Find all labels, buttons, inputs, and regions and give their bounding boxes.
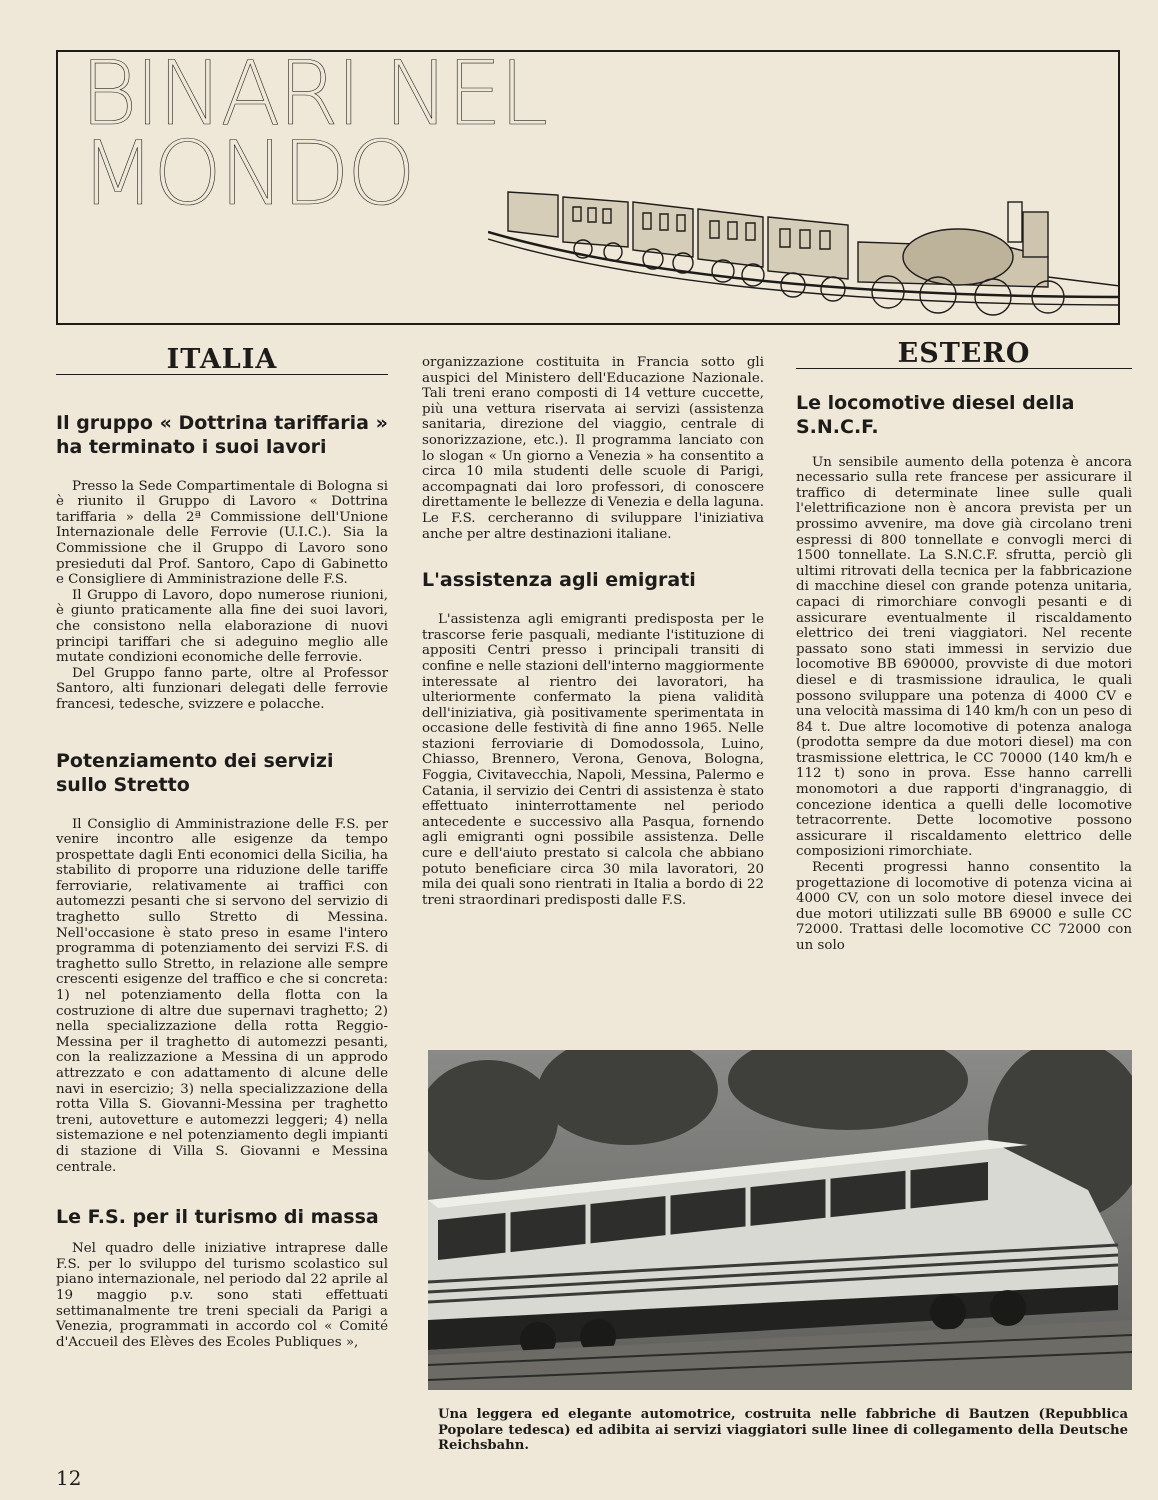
article-body-emigrati (422, 612, 764, 908)
masthead-box (56, 50, 1120, 325)
paragraph: Del Gruppo fanno parte, oltre al Professor Santoro, alti funzionari delegati delle ferrovie francesi, tedesche, svizzere e polacche. (56, 665, 388, 712)
middle-column (422, 355, 764, 908)
article-title-stretto: Potenziamento dei servizi sullo Stretto (56, 749, 334, 796)
estero-column (796, 338, 1132, 954)
article-body-dottrina (56, 479, 388, 713)
article-title-turismo: Le F.S. per il turismo di massa (56, 1206, 379, 1229)
article-body-sncf (796, 455, 1132, 954)
continuation-paragraph: organizzazione costituita in Francia sotto gli auspici del Ministero dell'Educazione Nazionale. Tali treni erano composti di 14 vetture cuccette, più una vettura riservata ai servizi (assistenza sanitaria, direzione del viaggio, centrale di sonorizzazione, etc.). Il programma lanciato con lo slogan « Un giorno a Venezia » ha consentito a circa 10 mila studenti delle scuole di Parigi, accompagnati dai loro professori, di conoscere direttamente le bellezze di Venezia e della laguna. Le F.S. cercheranno di sviluppare l'iniziativa anche per altre destinazioni italiane. (422, 355, 764, 542)
paragraph: Il Gruppo di Lavoro, dopo numerose riunioni, è giunto praticamente alla fine dei suoi lavori, che consistono nella elaborazione di nuovi principi tariffari che si adeguino meglio alle mutate condizioni economiche delle ferrovie. (56, 587, 388, 666)
paragraph: L'assistenza agli emigranti predisposta per le trascorse ferie pasquali, mediante l'istituzione di appositi Centri presso i principali transiti di confine e nelle stazioni dell'interno maggiormente interessate al rientro dei lavoratori, ha ulteriormente confermato la piena validità dell'iniziativa, già positivamente sperimentata in occasione delle festività di fine anno 1965. Nelle stazioni ferroviarie di Domodossola, Luino, Chiasso, Brennero, Verona, Genova, Bologna, Foggia, Civitavecchia, Napoli, Messina, Palermo e Catania, il servizio dei Centri di assistenza è stato effettuato ininterrottamente nel periodo antecedente e successivo alla Pasqua, fornendo agli emigranti ogni possibile assistenza. Delle cure e dell'aiuto prestato si calcola che abbiano potuto beneficiare circa 30 mila lavoratori, 20 mila dei quali sono rientrati in Italia a bordo di 22 treni straordinari predisposti dalle F.S. (422, 612, 764, 908)
section-title-estero: ESTERO (796, 346, 1132, 369)
photo-caption: Una leggera ed elegante automotrice, costruita nelle fabbriche di Bautzen (Repubblica Popolare tedesca) ed adibita ai servizi viaggiatori sulle linee di collegamento della Deutsche Reichsbahn. (438, 1407, 1128, 1453)
paragraph: Il Consiglio di Amministrazione delle F.S. per venire incontro alle esigenze da tempo prospettate dagli Enti economici della Sicilia, ha stabilito di proporre una riduzione delle tariffe ferroviarie, relativamente ai traffici con automezzi pesanti che si servono del servizio di traghetto sullo Stretto di Messina. Nell'occasione è stato preso in esame l'intero programma di potenziamento dei servizi F.S. di traghetto sullo Stretto, in relazione alle sempre crescenti esigenze del traffico e che si concreta: 1) nel potenziamento della flotta con la costruzione di altre due supernavi traghetto; 2) nella specializzazione della rotta Reggio-Messina per il traghetto di automezzi pesanti, con la realizzazione a Messina di un approdo attrezzato e con adattamento di alcune delle navi in esercizio; 3) nella specializzazione della rotta Villa S. Giovanni-Messina per traghetto treni, autovetture e automezzi leggeri; 4) nella sistemazione e nel potenziamento degli impianti di stazione di Villa S. Giovanni e Messina centrale. (56, 816, 388, 1175)
paragraph: Un sensibile aumento della potenza è ancora necessario sulla rete francese per assicurare il traffico di determinate linee sulle quali l'elettrificazione non è ancora prevista per un prossimo avvenire, ma dove già circolano treni espressi di 800 tonnellate e convogli merci di 1500 tonnellate. La S.N.C.F. sfrutta, perciò gli ultimi ritrovati della tecnica per la fabbricazione di macchine diesel con grande potenza unitaria, capaci di rimorchiare convogli pesanti e di assicurare eventualmente il riscaldamento elettrico dei treni viaggiatori. Nel recente passato sono stati immessi in servizio due locomotive BB 690000, provviste di due motori diesel e di trasmissione idraulica, le quali possono sviluppare una potenza di 4000 CV e una velocità massima di 140 km/h con un peso di 84 t. Due altre locomotive di potenza analoga (prodotta sempre da due motori diesel) ma con trasmissione elettrica, le CC 70000 (140 km/h e 112 t) sono in prova. Esse hanno carrelli monomotori a due rapporti d'ingranaggio, di concezione identica a quelli delle locomotive tetracorrente. Dette locomotive possono assicurare il riscaldamento elettrico delle composizioni rimorchiate. (796, 454, 1132, 860)
masthead-line-1: BINARI NEL (80, 50, 546, 145)
page-number: 12 (56, 1466, 82, 1490)
masthead-title (80, 50, 546, 225)
article-title-dottrina: Il gruppo « Dottrina tariffaria » ha terminato i suoi lavori (56, 411, 388, 458)
article-body-turismo (56, 1241, 388, 1350)
railcar-photo-icon (428, 1050, 1132, 1390)
section-title-italia: ITALIA (56, 352, 388, 375)
paragraph: Nel quadro delle iniziative intraprese dalle F.S. per lo sviluppo del turismo scolastico sul piano internazionale, nel periodo dal 22 aprile al 19 maggio p.v. sono stati effettuati settimanalmente tre treni speciali da Parigi a Venezia, programmati in accordo col « Comité d'Accueil des Elèves des Ecoles Publiques », (56, 1241, 388, 1350)
italia-column (56, 344, 388, 1350)
article-body-stretto (56, 817, 388, 1176)
masthead-line-2: MONDO (80, 122, 414, 225)
paragraph: Presso la Sede Compartimentale di Bologna si è riunito il Gruppo di Lavoro « Dottrina tariffaria » della 2ª Commissione dell'Unione Internazionale delle Ferrovie (U.I.C.). Sia la Commissione che il Gruppo di Lavoro sono presieduti dal Prof. Santoro, Capo di Gabinetto e Consigliere di Amministrazione delle F.S. (56, 478, 388, 588)
article-title-sncf: Le locomotive diesel della S.N.C.F. (796, 391, 1075, 438)
article-title-emigrati: L'assistenza agli emigrati (422, 569, 696, 592)
steam-train-illustration-icon (488, 147, 1120, 325)
paragraph: Recenti progressi hanno consentito la progettazione di locomotive di potenza vicina ai 4000 CV, con un solo motore diesel invece dei due motori utilizzati sulle BB 69000 e sulle CC 72000. Trattasi delle locomotive CC 72000 con un solo (796, 860, 1132, 953)
